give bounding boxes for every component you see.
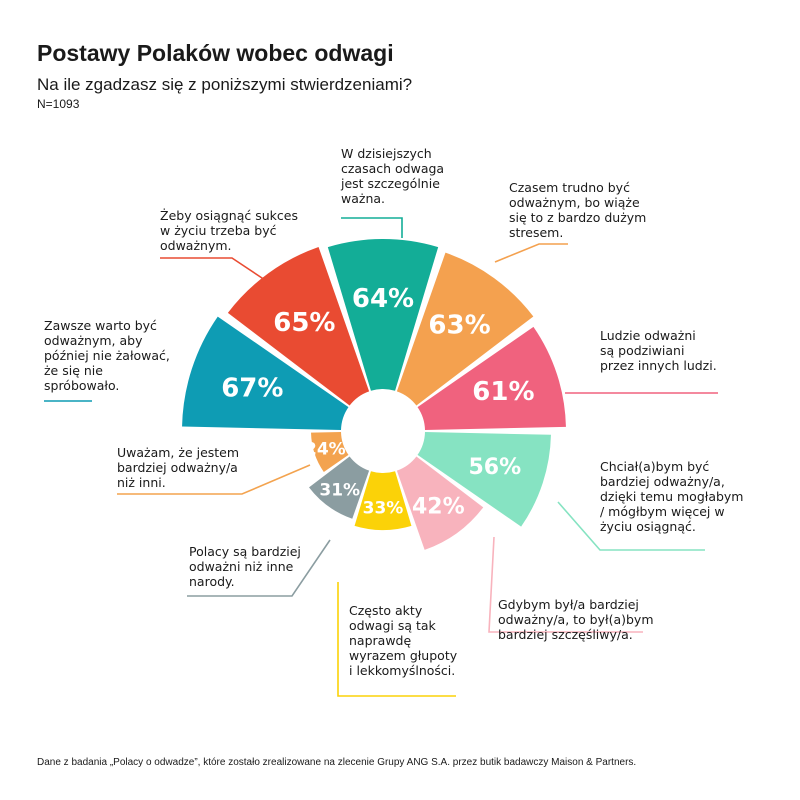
callout-line: [341, 218, 402, 238]
source-note: Dane z badania „Polacy o odwadze”, które zostało zrealizowane na zlecenie Grupy ANG S.A. przez butik badawczy Maison & Partners.: [37, 757, 637, 768]
category-label: Ludzie odważni są podziwiani przez innych ludzi.: [600, 328, 717, 373]
category-label: Gdybym był/a bardziej odważny/a, to był(a)bym bardziej szczęśliwy/a.: [498, 597, 654, 642]
callout-line: [495, 244, 568, 262]
data-label: 31%: [319, 480, 361, 501]
data-label: 65%: [273, 307, 336, 338]
chart-subtitle: Na ile zgadzasz się z poniższymi stwierdzeniami?: [37, 75, 413, 94]
sample-size: N=1093: [37, 97, 80, 111]
category-label: Zawsze warto być odważnym, aby później nie żałować, że się nie spróbowało.: [44, 318, 170, 393]
chart-title: Postawy Polaków wobec odwagi: [37, 40, 394, 66]
data-label: 42%: [411, 494, 465, 520]
data-label: 67%: [221, 373, 284, 404]
category-label: Często akty odwagi są tak naprawdę wyrazem głupoty i lekkomyślności.: [349, 603, 458, 678]
center-hole: [342, 390, 424, 472]
category-label: Chciał(a)bym być bardziej odważny/a, dzięki temu mogłabym / mógłbym więcej w życiu osiągnąć.: [600, 459, 744, 534]
category-label: Polacy są bardziej odważni niż inne narody.: [189, 544, 301, 589]
data-label: 63%: [428, 310, 491, 341]
data-label: 56%: [468, 454, 522, 480]
data-label: 33%: [362, 498, 404, 519]
category-label: Uważam, że jestem bardziej odważny/a niż inni.: [117, 445, 240, 490]
callout-line: [160, 258, 265, 280]
data-label: 24%: [305, 439, 346, 460]
data-label: 61%: [472, 376, 535, 407]
category-label: W dzisiejszych czasach odwaga jest szczególnie ważna.: [341, 146, 445, 206]
category-label: Czasem trudno być odważnym, bo wiąże się to z bardzo dużym stresem.: [509, 180, 647, 240]
category-label: Żeby osiągnąć sukces w życiu trzeba być odważnym.: [160, 208, 298, 253]
data-label: 64%: [351, 284, 415, 314]
